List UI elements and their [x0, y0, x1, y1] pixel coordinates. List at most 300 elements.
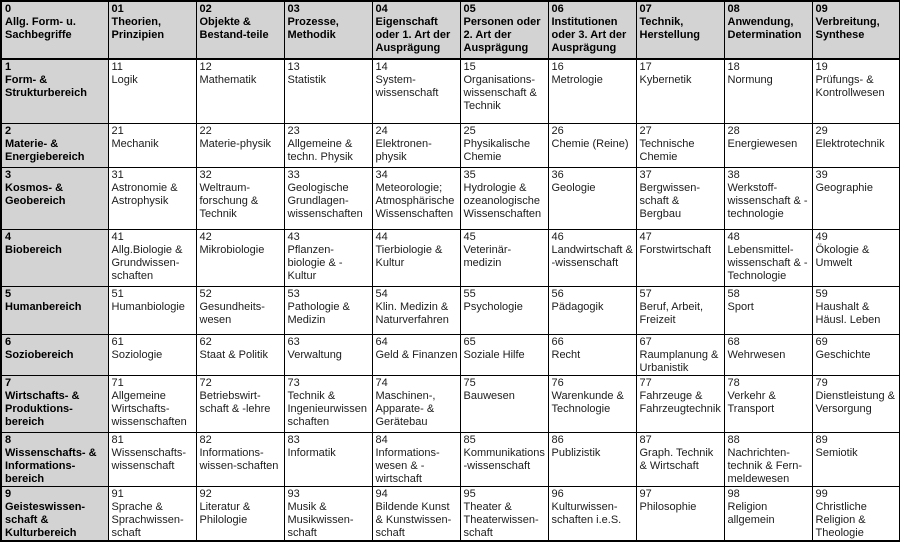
header-cell-05	[460, 1, 548, 59]
cell-code: 25	[463, 124, 476, 137]
cell-code: 65	[463, 335, 476, 348]
table-cell-19	[812, 59, 900, 123]
cell-code: 53	[287, 287, 300, 300]
table-cell-25	[460, 123, 548, 167]
table-row-9	[1, 486, 900, 541]
cell-label: Graph. Technik & Wirtschaft	[639, 446, 714, 472]
cell-code: 39	[815, 168, 828, 181]
cell-code: 71	[111, 376, 124, 389]
table-cell-17	[636, 59, 724, 123]
table-cell-72	[196, 375, 284, 432]
table-cell-85	[460, 432, 548, 486]
cell-label: Klin. Medizin & Naturverfahren	[375, 300, 449, 326]
cell-code: 44	[375, 230, 388, 243]
cell-code: 81	[111, 433, 124, 446]
row-label-code: 7	[5, 376, 12, 389]
header-cell-code: 06	[551, 3, 564, 15]
cell-code: 23	[287, 124, 300, 137]
cell-label: Logik	[111, 74, 138, 86]
header-cell-code: 03	[287, 3, 300, 15]
table-cell-97	[636, 486, 724, 541]
table-cell-93	[284, 486, 372, 541]
table-cell-87	[636, 432, 724, 486]
cell-code: 38	[727, 168, 740, 181]
cell-code: 51	[111, 287, 124, 300]
row-label-cell-3	[1, 167, 108, 229]
table-cell-78	[724, 375, 812, 432]
cell-label: Philosophie	[639, 500, 697, 513]
row-label-code: 6	[5, 335, 12, 348]
table-cell-39	[812, 167, 900, 229]
cell-code: 17	[639, 61, 652, 73]
cell-code: 79	[815, 376, 828, 389]
cell-code: 77	[639, 376, 652, 389]
cell-label: Ökologie & Umwelt	[815, 243, 870, 269]
header-cell-01	[108, 1, 196, 59]
table-cell-11	[108, 59, 196, 123]
table-row-3	[1, 167, 900, 229]
table-row-4	[1, 229, 900, 286]
cell-code: 14	[375, 61, 388, 73]
table-cell-29	[812, 123, 900, 167]
cell-label: Mathematik	[199, 74, 257, 86]
cell-label: Elektronen-physik	[375, 137, 432, 163]
table-cell-44	[372, 229, 460, 286]
cell-code: 32	[199, 168, 212, 181]
cell-code: 69	[815, 335, 828, 348]
table-cell-68	[724, 334, 812, 375]
header-cell-code: 09	[815, 3, 828, 15]
cell-label: Metrologie	[551, 74, 603, 86]
table-cell-84	[372, 432, 460, 486]
cell-code: 95	[463, 487, 476, 500]
header-cell-label: Anwendung, Determination	[727, 16, 802, 41]
cell-code: 37	[639, 168, 652, 181]
table-cell-58	[724, 286, 812, 334]
row-label-text: Form- & Strukturbereich	[5, 74, 87, 99]
table-row-2	[1, 123, 900, 167]
table-cell-28	[724, 123, 812, 167]
table-cell-23	[284, 123, 372, 167]
table-cell-98	[724, 486, 812, 541]
table-cell-38	[724, 167, 812, 229]
table-cell-86	[548, 432, 636, 486]
table-cell-33	[284, 167, 372, 229]
cell-label: Theater & Theaterwissen-schaft	[463, 500, 539, 539]
header-cell-07	[636, 1, 724, 59]
row-label-cell-6	[1, 334, 108, 375]
cell-code: 86	[551, 433, 564, 446]
cell-label: Elektrotechnik	[815, 137, 885, 150]
cell-code: 91	[111, 487, 124, 500]
cell-label: Soziologie	[111, 348, 163, 361]
row-label-cell-9	[1, 486, 108, 541]
table-cell-83	[284, 432, 372, 486]
cell-label: Bildende Kunst & Kunstwissen-schaft	[375, 500, 452, 539]
cell-label: Betriebswirt-schaft & -lehre	[199, 389, 271, 415]
cell-code: 82	[199, 433, 212, 446]
cell-label: Materie-physik	[199, 137, 272, 150]
cell-code: 12	[199, 61, 212, 73]
table-cell-27	[636, 123, 724, 167]
cell-code: 42	[199, 230, 212, 243]
cell-label: Haushalt & Häusl. Leben	[815, 300, 881, 326]
table-cell-32	[196, 167, 284, 229]
row-label-text: Wirtschafts- & Produktions-bereich	[5, 389, 80, 428]
table-cell-46	[548, 229, 636, 286]
cell-label: Tierbiologie & Kultur	[375, 243, 443, 269]
table-cell-57	[636, 286, 724, 334]
table-cell-71	[108, 375, 196, 432]
cell-label: Informations-wesen & -wirtschaft	[375, 446, 440, 485]
header-cell-code: 04	[375, 3, 388, 15]
header-cell-label: Personen oder 2. Art der Ausprägung	[463, 16, 541, 54]
header-cell-06	[548, 1, 636, 59]
cell-code: 63	[287, 335, 300, 348]
cell-code: 97	[639, 487, 652, 500]
row-label-cell-1	[1, 59, 108, 123]
cell-label: Warenkunde & Technologie	[551, 389, 624, 415]
table-cell-16	[548, 59, 636, 123]
cell-label: Prüfungs- & Kontrollwesen	[815, 74, 885, 99]
table-cell-48	[724, 229, 812, 286]
cell-code: 96	[551, 487, 564, 500]
cell-label: Christliche Religion & Theologie	[815, 500, 867, 539]
table-cell-94	[372, 486, 460, 541]
table-cell-92	[196, 486, 284, 541]
table-cell-24	[372, 123, 460, 167]
cell-code: 56	[551, 287, 564, 300]
row-label-code: 1	[5, 61, 12, 73]
cell-label: Recht	[551, 348, 581, 361]
cell-label: Werkstoff-wissenschaft & -technologie	[727, 181, 808, 220]
row-label-text: Materie- & Energiebereich	[5, 137, 85, 163]
cell-code: 43	[287, 230, 300, 243]
cell-label: Geologische Grundlagen-wissenschaften	[287, 181, 363, 220]
table-cell-74	[372, 375, 460, 432]
cell-label: Humanbiologie	[111, 300, 185, 313]
cell-code: 15	[463, 61, 476, 73]
table-cell-45	[460, 229, 548, 286]
cell-code: 93	[287, 487, 300, 500]
row-label-code: 9	[5, 487, 12, 500]
cell-code: 41	[111, 230, 124, 243]
cell-code: 85	[463, 433, 476, 446]
cell-code: 55	[463, 287, 476, 300]
cell-code: 59	[815, 287, 828, 300]
row-label-code: 8	[5, 433, 12, 446]
table-cell-75	[460, 375, 548, 432]
cell-label: Geschichte	[815, 348, 871, 361]
table-cell-55	[460, 286, 548, 334]
cell-code: 58	[727, 287, 740, 300]
cell-label: Forstwirtschaft	[639, 243, 712, 256]
cell-code: 74	[375, 376, 388, 389]
header-cell-02	[196, 1, 284, 59]
cell-label: Mikrobiologie	[199, 243, 265, 256]
cell-code: 78	[727, 376, 740, 389]
cell-code: 68	[727, 335, 740, 348]
row-label-text: Kosmos- & Geobereich	[5, 181, 66, 207]
table-cell-15	[460, 59, 548, 123]
row-label-code: 4	[5, 230, 12, 243]
cell-code: 46	[551, 230, 564, 243]
cell-code: 16	[551, 61, 564, 73]
table-cell-61	[108, 334, 196, 375]
cell-label: Semiotik	[815, 446, 858, 459]
row-label-text: Geisteswissen-schaft & Kulturbereich	[5, 500, 86, 539]
cell-code: 73	[287, 376, 300, 389]
cell-label: Technische Chemie	[639, 137, 695, 163]
cell-label: Landwirtschaft & -wissenschaft	[551, 243, 633, 269]
cell-label: Bauwesen	[463, 389, 515, 402]
row-label-code: 3	[5, 168, 12, 181]
cell-label: Normung	[727, 74, 773, 86]
table-cell-54	[372, 286, 460, 334]
cell-label: Meteorologie; Atmosphärische Wissenschaften	[375, 181, 455, 220]
cell-code: 13	[287, 61, 300, 73]
row-label-cell-2	[1, 123, 108, 167]
cell-label: Allgemeine Wirtschafts-wissenschaften	[111, 389, 187, 428]
table-cell-49	[812, 229, 900, 286]
header-cell-code: 07	[639, 3, 652, 15]
header-row	[1, 1, 900, 59]
table-row-5	[1, 286, 900, 334]
cell-code: 21	[111, 124, 124, 137]
header-cell-code: 02	[199, 3, 212, 15]
cell-label: Verwaltung	[287, 348, 342, 361]
cell-label: Statistik	[287, 74, 327, 86]
cell-code: 61	[111, 335, 124, 348]
cell-code: 49	[815, 230, 828, 243]
cell-code: 87	[639, 433, 652, 446]
cell-label: Kybernetik	[639, 74, 692, 86]
table-cell-14	[372, 59, 460, 123]
cell-code: 57	[639, 287, 652, 300]
cell-label: Wissenschafts-wissenschaft	[111, 446, 187, 472]
cell-code: 72	[199, 376, 212, 389]
cell-code: 35	[463, 168, 476, 181]
table-row-6	[1, 334, 900, 375]
table-cell-63	[284, 334, 372, 375]
cell-label: Allg.Biologie & Grundwissen-schaften	[111, 243, 183, 282]
cell-code: 98	[727, 487, 740, 500]
header-cell-09	[812, 1, 900, 59]
cell-label: Nachrichten-technik & Fern-meldewesen	[727, 446, 803, 485]
table-cell-67	[636, 334, 724, 375]
table-cell-96	[548, 486, 636, 541]
table-cell-41	[108, 229, 196, 286]
cell-label: Chemie (Reine)	[551, 137, 629, 150]
cell-label: Astronomie & Astrophysik	[111, 181, 178, 207]
table-cell-53	[284, 286, 372, 334]
table-cell-22	[196, 123, 284, 167]
cell-code: 75	[463, 376, 476, 389]
table-cell-52	[196, 286, 284, 334]
cell-code: 29	[815, 124, 828, 137]
table-row-7	[1, 375, 900, 432]
cell-code: 24	[375, 124, 388, 137]
cell-label: Veterinär-medizin	[463, 243, 512, 269]
cell-code: 27	[639, 124, 652, 137]
header-cell-label: Allg. Form- u. Sachbegriffe	[5, 16, 76, 41]
table-row-8	[1, 432, 900, 486]
header-cell-label: Technik, Herstellung	[639, 16, 701, 41]
table-cell-42	[196, 229, 284, 286]
cell-label: Geld & Finanzen	[375, 348, 458, 361]
cell-label: Pflanzen-biologie & -Kultur	[287, 243, 343, 282]
header-cell-03	[284, 1, 372, 59]
row-label-text: Soziobereich	[5, 348, 74, 361]
cell-code: 28	[727, 124, 740, 137]
table-cell-43	[284, 229, 372, 286]
cell-label: Sport	[727, 300, 754, 313]
cell-code: 89	[815, 433, 828, 446]
cell-label: Lebensmittel-wissenschaft & -Technologie	[727, 243, 808, 282]
cell-label: Soziale Hilfe	[463, 348, 525, 361]
cell-code: 33	[287, 168, 300, 181]
cell-code: 34	[375, 168, 388, 181]
cell-label: Organisations-wissenschaft & Technik	[463, 74, 537, 112]
table-cell-31	[108, 167, 196, 229]
cell-label: Physikalische Chemie	[463, 137, 531, 163]
cell-code: 83	[287, 433, 300, 446]
cell-label: Wehrwesen	[727, 348, 786, 361]
cell-code: 92	[199, 487, 212, 500]
row-label-text: Wissenschafts- & Informations-bereich	[5, 446, 97, 485]
cell-label: Bergwissen-schaft & Bergbau	[639, 181, 701, 220]
cell-label: Pathologie & Medizin	[287, 300, 350, 326]
header-cell-04	[372, 1, 460, 59]
cell-label: Geologie	[551, 181, 596, 194]
table-cell-88	[724, 432, 812, 486]
cell-code: 64	[375, 335, 388, 348]
table-cell-76	[548, 375, 636, 432]
cell-code: 84	[375, 433, 388, 446]
cell-code: 66	[551, 335, 564, 348]
cell-label: Maschinen-, Apparate- & Gerätebau	[375, 389, 436, 428]
header-cell-code: 05	[463, 3, 476, 15]
table-cell-37	[636, 167, 724, 229]
cell-label: Gesundheits-wesen	[199, 300, 265, 326]
cell-label: Hydrologie & ozeanologische Wissenschaften	[463, 181, 542, 220]
header-cell-08	[724, 1, 812, 59]
cell-code: 52	[199, 287, 212, 300]
cell-code: 99	[815, 487, 828, 500]
cell-code: 31	[111, 168, 124, 181]
cell-label: Sprache & Sprachwissen-schaft	[111, 500, 184, 539]
cell-code: 62	[199, 335, 212, 348]
table-cell-12	[196, 59, 284, 123]
row-label-cell-7	[1, 375, 108, 432]
header-cell-label: Objekte & Bestand-teile	[199, 16, 269, 41]
cell-label: Musik & Musikwissen-schaft	[287, 500, 354, 539]
cell-label: Staat & Politik	[199, 348, 268, 361]
table-cell-35	[460, 167, 548, 229]
header-cell-label: Eigenschaft oder 1. Art der Ausprägung	[375, 16, 451, 54]
header-cell-label: Institutionen oder 3. Art der Ausprägung	[551, 16, 627, 54]
cell-label: Literatur & Philologie	[199, 500, 251, 526]
cell-code: 22	[199, 124, 212, 137]
cell-code: 54	[375, 287, 388, 300]
row-label-cell-5	[1, 286, 108, 334]
header-cell-label: Prozesse, Methodik	[287, 16, 339, 41]
table-cell-77	[636, 375, 724, 432]
cell-code: 67	[639, 335, 652, 348]
cell-label: Publizistik	[551, 446, 601, 459]
table-cell-18	[724, 59, 812, 123]
header-cell-code: 01	[111, 3, 124, 15]
row-label-cell-4	[1, 229, 108, 286]
cell-code: 48	[727, 230, 740, 243]
table-cell-69	[812, 334, 900, 375]
table-body	[1, 59, 900, 541]
cell-label: System-wissenschaft	[375, 74, 439, 99]
row-label-cell-8	[1, 432, 108, 486]
cell-label: Technik & Ingenieurwissenschaften	[287, 389, 367, 428]
cell-label: Fahrzeuge & Fahrzeugtechnik	[639, 389, 721, 415]
table-cell-82	[196, 432, 284, 486]
row-label-code: 2	[5, 124, 12, 137]
table-cell-99	[812, 486, 900, 541]
table-cell-21	[108, 123, 196, 167]
cell-label: Kommunikations-wissenschaft	[463, 446, 545, 472]
cell-code: 26	[551, 124, 564, 137]
cell-code: 45	[463, 230, 476, 243]
table-row-1	[1, 59, 900, 123]
cell-label: Dienstleistung & Versorgung	[815, 389, 895, 415]
cell-label: Informations-wissen-schaften	[199, 446, 279, 472]
table-cell-66	[548, 334, 636, 375]
cell-code: 47	[639, 230, 652, 243]
header-cell-label: Verbreitung, Synthese	[815, 16, 880, 41]
cell-label: Verkehr & Transport	[727, 389, 776, 415]
table-cell-34	[372, 167, 460, 229]
cell-code: 88	[727, 433, 740, 446]
cell-label: Weltraum-forschung & Technik	[199, 181, 259, 220]
cell-label: Pädagogik	[551, 300, 604, 313]
table-cell-73	[284, 375, 372, 432]
cell-label: Beruf, Arbeit, Freizeit	[639, 300, 704, 326]
cell-code: 94	[375, 487, 388, 500]
table-cell-59	[812, 286, 900, 334]
header-cell-label: Theorien, Prinzipien	[111, 16, 165, 41]
header-cell-0	[1, 1, 108, 59]
cell-label: Religion allgemein	[727, 500, 775, 526]
table-cell-79	[812, 375, 900, 432]
cell-label: Mechanik	[111, 137, 159, 150]
cell-code: 11	[111, 61, 123, 73]
header-cell-code: 0	[5, 3, 12, 15]
table-header	[1, 1, 900, 59]
cell-code: 76	[551, 376, 564, 389]
cell-label: Geographie	[815, 181, 873, 194]
table-cell-26	[548, 123, 636, 167]
cell-label: Informatik	[287, 446, 336, 459]
cell-label: Kulturwissen-schaften i.e.S.	[551, 500, 622, 526]
table-cell-13	[284, 59, 372, 123]
table-cell-81	[108, 432, 196, 486]
table-cell-95	[460, 486, 548, 541]
table-cell-51	[108, 286, 196, 334]
cell-code: 19	[815, 61, 828, 73]
cell-label: Raumplanung & Urbanistik	[639, 348, 719, 374]
table-cell-91	[108, 486, 196, 541]
row-label-code: 5	[5, 287, 12, 300]
table-cell-47	[636, 229, 724, 286]
row-label-text: Humanbereich	[5, 300, 82, 313]
cell-code: 18	[727, 61, 740, 73]
